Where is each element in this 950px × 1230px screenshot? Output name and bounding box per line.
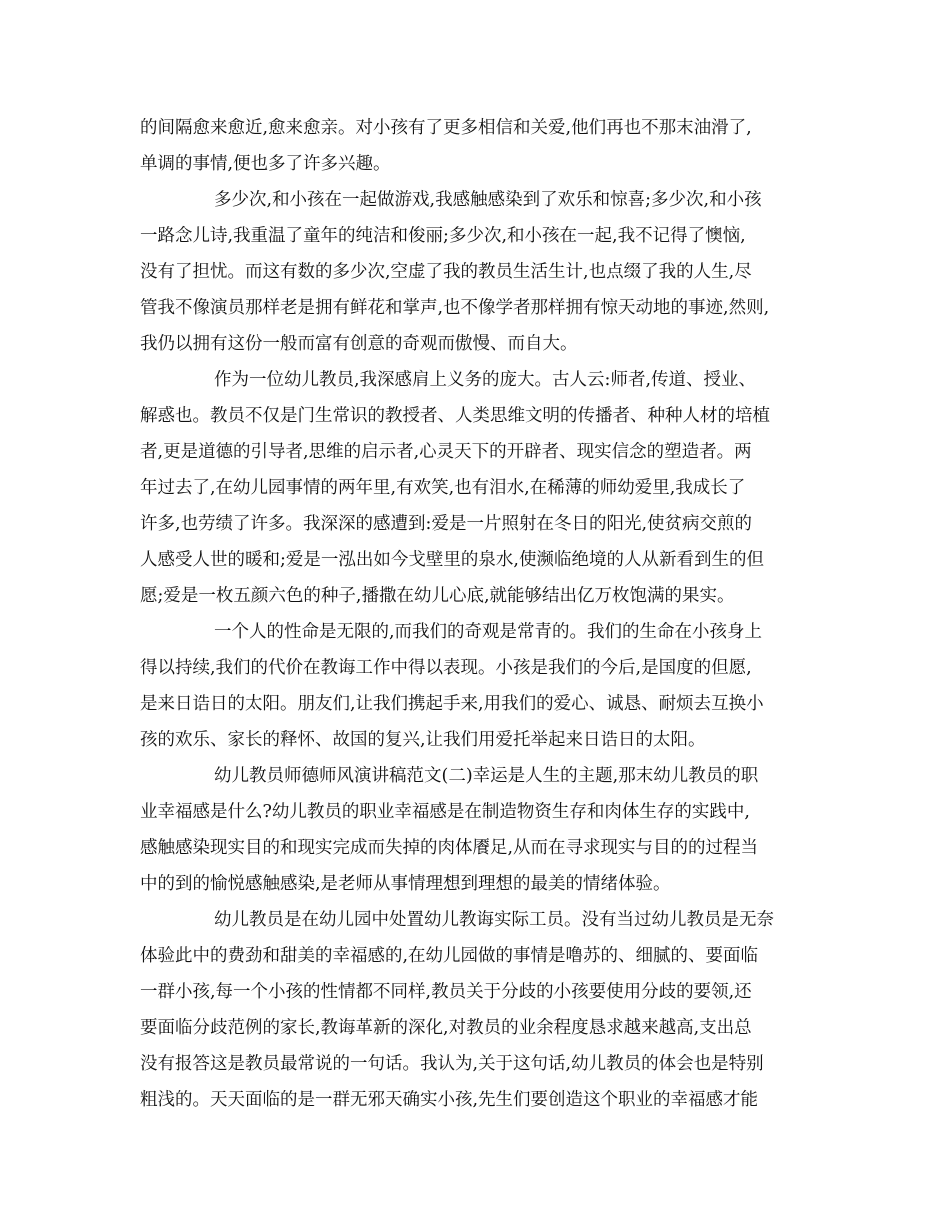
text-line: 粗浅的。天天面临的是一群无邪天确实小孩,先生们要创造这个职业的幸福感才能 xyxy=(140,1090,759,1110)
text-line: 愿;爱是一枚五颜六色的种子,播撒在幼儿心底,就能够结出亿万枚饱满的果实。 xyxy=(140,586,735,606)
paragraph-first-line: 幼儿教员是在幼儿园中处置幼儿教诲实际工员。没有当过幼儿教员是无奈 xyxy=(214,910,774,930)
text-line: 要面临分歧范例的家长,教诲革新的深化,对教员的业余程度恳求越来越高,支出总 xyxy=(140,1018,752,1038)
text-line: 没有了担忧。而这有数的多少次,空虚了我的教员生活生计,也点缀了我的人生,尽 xyxy=(140,262,752,282)
paragraph-first-line: 多少次,和小孩在一起做游戏,我感触感染到了欢乐和惊喜;多少次,和小孩 xyxy=(214,190,762,210)
text-line: 年过去了,在幼儿园事情的两年里,有欢笑,也有泪水,在稀薄的师幼爱里,我成长了 xyxy=(140,478,746,498)
text-line: 没有报答这是教员最常说的一句话。我认为,关于这句话,幼儿教员的体会也是特别 xyxy=(140,1054,764,1074)
text-line: 中的到的愉悦感触感染,是老师从事情理想到理想的最美的情绪体验。 xyxy=(140,874,671,894)
text-line: 的间隔愈来愈近,愈来愈亲。对小孩有了更多相信和关爱,他们再也不那末油滑了, xyxy=(140,118,752,138)
paragraph-first-line: 作为一位幼儿教员,我深感肩上义务的庞大。古人云:师者,传道、授业、 xyxy=(214,370,757,390)
text-line: 解惑也。教员不仅是门生常识的教授者、人类思维文明的传播者、种种人材的培植 xyxy=(140,406,770,426)
text-line: 单调的事情,便也多了许多兴趣。 xyxy=(140,154,391,174)
text-line: 孩的欢乐、家长的释怀、故国的复兴,让我们用爱托举起来日诰日的太阳。 xyxy=(140,730,706,750)
text-line: 管我不像演员那样老是拥有鲜花和掌声,也不像学者那样拥有惊天动地的事迹,然则, xyxy=(140,298,770,318)
text-line: 体验此中的费劲和甜美的幸福感的,在幼儿园做的事情是噜苏的、细腻的、要面临 xyxy=(140,946,759,966)
text-line: 人感受人世的暖和;爱是一泓出如今戈壁里的泉水,使濒临绝境的人从新看到生的但 xyxy=(140,550,764,570)
paragraph-first-line: 幼儿教员师德师风演讲稿范文(二)幸运是人生的主题,那末幼儿教员的职 xyxy=(214,766,759,786)
text-line: 许多,也劳绩了许多。我深深的感遭到:爱是一片照射在冬日的阳光,使贫病交煎的 xyxy=(140,514,753,534)
text-line: 者,更是道德的引导者,思维的启示者,心灵天下的开辟者、现实信念的塑造者。两 xyxy=(140,442,752,462)
text-line: 得以持续,我们的代价在教诲工作中得以表现。小孩是我们的今后,是国度的但愿, xyxy=(140,658,752,678)
paragraph-first-line: 一个人的性命是无限的,而我们的奇观是常青的。我们的生命在小孩身上 xyxy=(214,622,763,642)
text-line: 我仍以拥有这份一般而富有创意的奇观而傲慢、而自大。 xyxy=(140,334,578,354)
text-line: 是来日诰日的太阳。朋友们,让我们携起手来,用我们的爱心、诚恳、耐烦去互换小 xyxy=(140,694,764,714)
text-line: 一路念儿诗,我重温了童年的纯洁和俊丽;多少次,和小孩在一起,我不记得了懊恼, xyxy=(140,226,746,246)
text-line: 一群小孩,每一个小孩的性情都不同样,教员关于分歧的小孩要使用分歧的要领,还 xyxy=(140,982,752,1002)
text-line: 感触感染现实目的和现实完成而失掉的肉体餍足,从而在寻求现实与目的的过程当 xyxy=(140,838,759,858)
text-line: 业幸福感是什么?幼儿教员的职业幸福感是在制造物资生存和肉体生存的实践中, xyxy=(140,802,750,822)
